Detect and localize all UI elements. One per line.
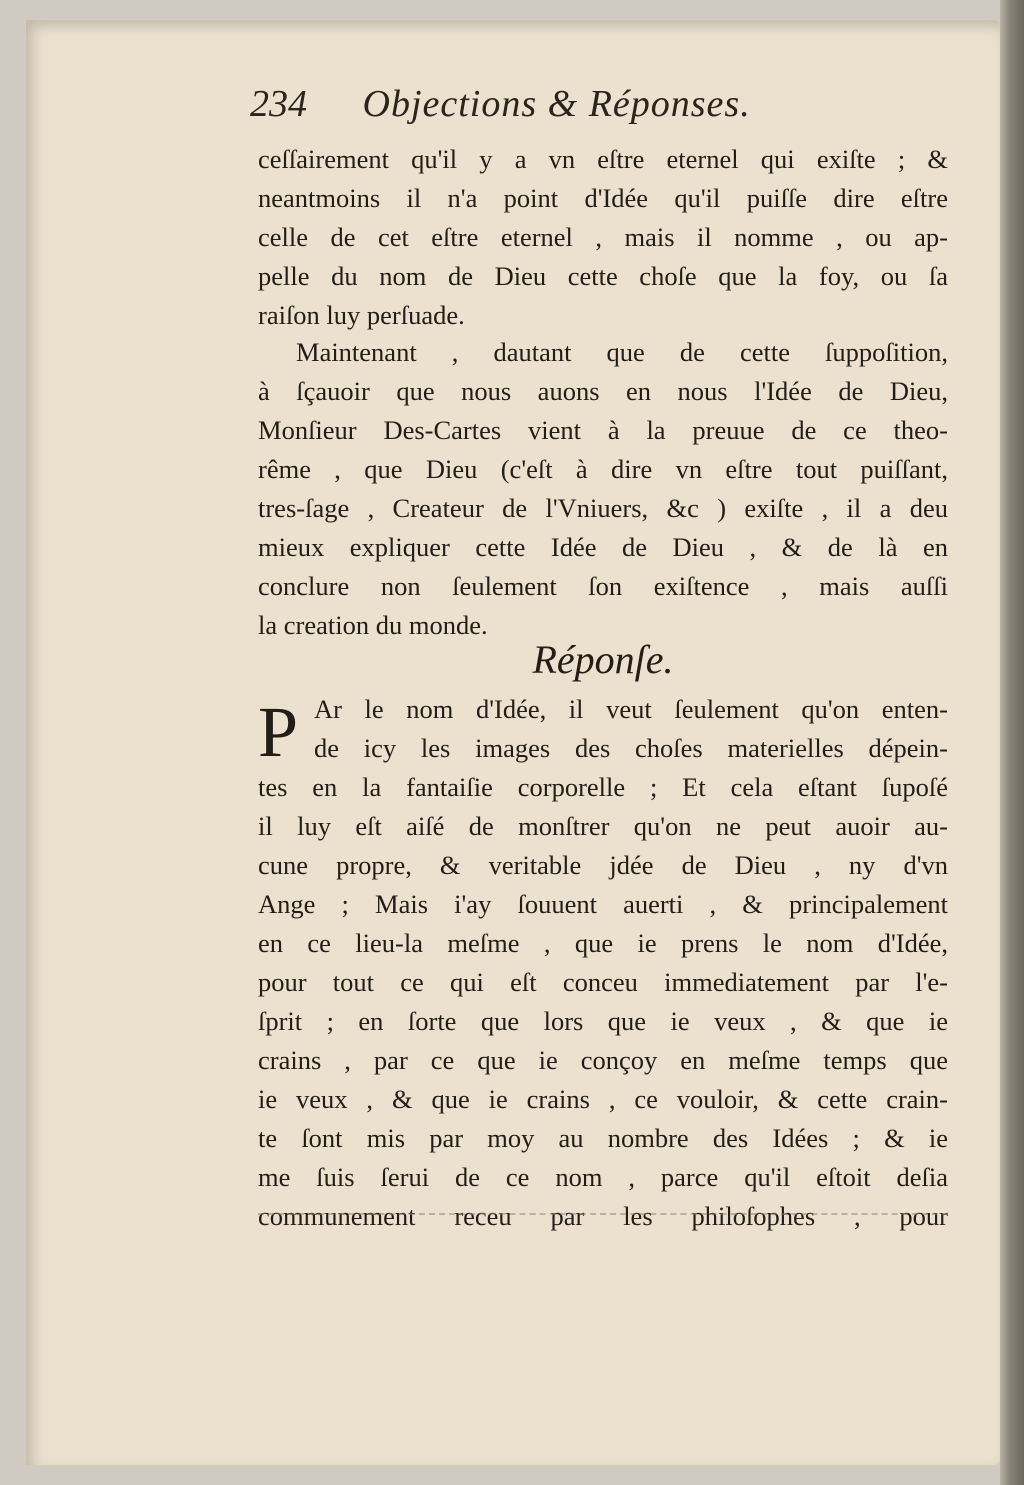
text-line: mieux expliquer cette Idée de Dieu , & de là en xyxy=(258,532,948,562)
page-number: 234 xyxy=(250,83,307,125)
text-line: la creation du monde. xyxy=(258,610,488,640)
text-line-content: Ar le nom d'Idée, il veut ſeulement qu'on enten- xyxy=(314,694,948,724)
text-line: de icy les images des choſes materielles dépein- xyxy=(314,733,948,763)
drop-capital: P xyxy=(258,692,299,772)
text-line: ſprit ; en ſorte que lors que ie veux , & que ie xyxy=(258,1006,948,1036)
text-line: me ſuis ſerui de ce nom , parce qu'il eſtoit deſia xyxy=(258,1162,948,1192)
text-line: neantmoins il n'a point d'Idée qu'il puiſſe dire eſtre xyxy=(258,183,948,213)
text-line: raiſon luy perſuade. xyxy=(258,300,465,330)
text-line: il luy eſt aiſé de monſtrer qu'on ne peut auoir au- xyxy=(258,811,948,841)
running-head xyxy=(250,82,751,126)
book-edge xyxy=(1000,0,1024,1485)
section-heading: Réponſe. xyxy=(532,637,674,682)
bleed-through-line xyxy=(258,1213,948,1217)
text-line: ie veux , & que ie crains , ce vouloir, & cette crain- xyxy=(258,1084,948,1114)
paragraph-reply xyxy=(258,690,948,1236)
text-line: Ange ; Mais i'ay ſouuent auerti , & principalement xyxy=(258,889,948,919)
text-line: cune propre, & veritable jdée de Dieu , ny d'vn xyxy=(258,850,948,880)
text-line: te ſont mis par moy au nombre des Idées ; & ie xyxy=(258,1123,948,1153)
text-line: à ſçauoir que nous auons en nous l'Idée de Dieu, xyxy=(258,376,948,406)
text-line: rême , que Dieu (c'eſt à dire vn eſtre tout puiſſant, xyxy=(258,454,948,484)
running-title: Objections & Réponses. xyxy=(362,83,751,125)
text-line: ceſſairement qu'il y a vn eſtre eternel qui exiſte ; & xyxy=(258,144,948,174)
text-line: Maintenant , dautant que de cette ſuppoſition, xyxy=(296,337,948,367)
text-line: pelle du nom de Dieu cette choſe que la foy, ou ſa xyxy=(258,261,948,291)
text-line: celle de cet eſtre eternel , mais il nomme , ou ap- xyxy=(258,222,948,252)
paragraph-maintenant xyxy=(258,333,948,645)
text-line: en ce lieu-la meſme , que ie prens le nom d'Idée, xyxy=(258,928,948,958)
paragraph-continuation xyxy=(258,140,948,335)
text-line: Monſieur Des-Cartes vient à la preuue de ce theo- xyxy=(258,415,948,445)
text-line: crains , par ce que ie conçoy en meſme temps que xyxy=(258,1045,948,1075)
text-line: conclure non ſeulement ſon exiſtence , mais auſſi xyxy=(258,571,948,601)
text-line: pour tout ce qui eſt conceu immediatement par l'e- xyxy=(258,967,948,997)
text-line: tres-ſage , Createur de l'Vniuers, &c ) exiſte , il a deu xyxy=(258,493,948,523)
text-line: communement receu par les philoſophes , pour xyxy=(258,1201,948,1231)
text-line: tes en la fantaiſie corporelle ; Et cela eſtant ſupoſé xyxy=(258,772,948,802)
